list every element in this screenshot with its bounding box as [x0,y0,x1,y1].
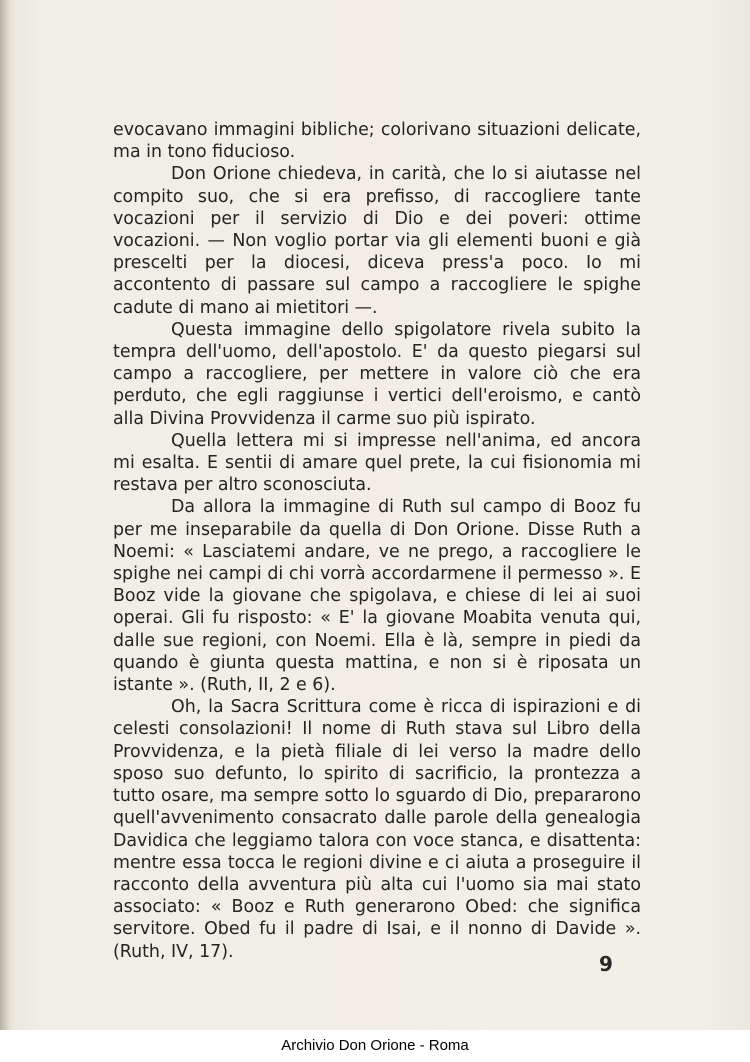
paragraph-4: Quella lettera mi si impresse nell'anima, ed ancora mi esalta. E sentii di amare quel prete, la cui fisionomia mi restava per altro sconosciuta. [113,430,641,496]
paragraph-1: evocavano immagini bibliche; colorivano situazioni delicate, ma in tono fiducioso. [113,120,641,163]
spine-shadow [0,0,10,1062]
page-number: 9 [599,952,613,976]
body-text [113,119,641,963]
archive-label: Archivio Don Orione - Roma [281,1037,469,1054]
archive-footer [0,1030,750,1062]
paragraph-3: Questa immagine dello spigolatore rivela subito la tempra dell'uomo, dell'apostolo. E' da questo piegarsi sul campo a raccogliere, per mettere in valore ciò che era perduto, che egli raggiunse i vertici dell'eroismo, e cantò alla Divina Provvidenza il carme suo più ispirato. [113,319,641,429]
paragraph-2: Don Orione chiedeva, in carità, che lo si aiutasse nel compito suo, che si era prefisso, di raccogliere tante vocazioni per il servizio di Dio e dei poveri: ottime vocazioni. — Non voglio portar via gli elementi buoni e già prescelti per la diocesi, diceva press'a poco. Io mi accontento di passare sul campo a raccogliere le spighe cadute di mano ai mietitori —. [113,164,641,318]
paragraph-6: Oh, la Sacra Scrittura come è ricca di ispirazioni e di celesti consolazioni! Il nome di Ruth stava sul Libro della Provvidenza, e la pietà filiale di lei verso la madre dello sposo suo defunto, lo spirito di sacrificio, la prontezza a tutto osare, ma sempre sotto lo sguardo di Dio, prepararono quell'avvenimento consacrato dalle parole della genealogia Davidica che leggiamo talora con voce stanca, e disattenta: mentre essa tocca le regioni divine e ci aiuta a proseguire il racconto della avventura più alta cui l'uomo sia mai stato associato: « Booz e Ruth generarono Obed: che significa servitore. Obed fu il padre di Isai, e il nonno di Davide ». (Ruth, IV, 17). [113,697,641,962]
paragraph-5: Da allora la immagine di Ruth sul campo di Booz fu per me inseparabile da quella di Don Orione. Disse Ruth a Noemi: « Lasciatemi andare, ve ne prego, a raccogliere le spighe nei campi di chi vorrà accordarmene il permesso ». E Booz vide la giovane che spigolava, e chiese di lei ai suoi operai. Gli fu risposto: « E' la giovane Moabita venuta qui, dalle sue regioni, con Noemi. Ella è là, sempre in piedi da quando è giunta questa mattina, e non si è riposata un istante ». (Ruth, II, 2 e 6). [113,497,641,696]
